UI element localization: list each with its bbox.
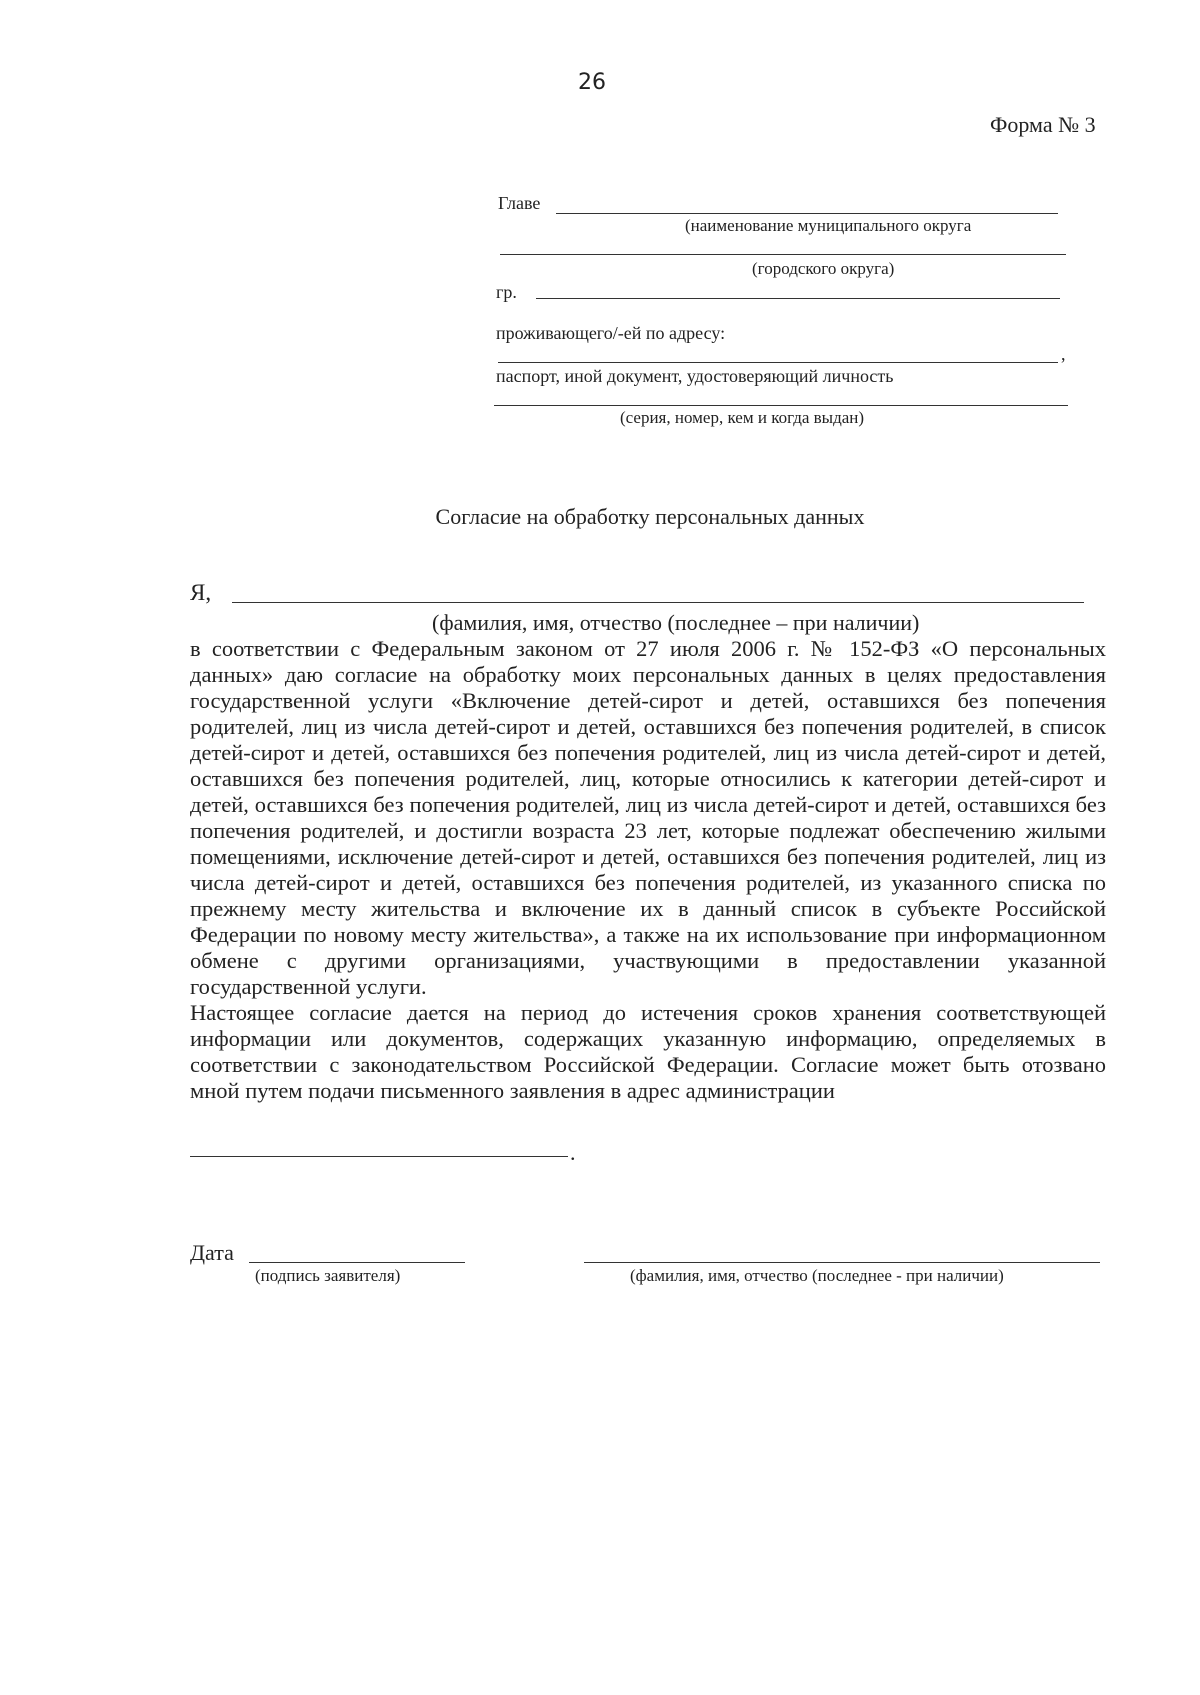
applicant-prefix: Я, xyxy=(190,580,212,605)
signature-line[interactable] xyxy=(249,1242,465,1263)
citizen-line[interactable] xyxy=(536,280,1060,299)
applicant-name-hint: (фамилия, имя, отчество (последнее – при наличии) xyxy=(432,610,920,635)
consent-paragraph-1: в соответствии с Федеральным законом от 27 июля 2006 г. № 152-ФЗ «О персональных данных» даю согласие на обработку моих персональных данных в целях предоставления государственной услуги «Включение детей-сирот и детей, оставшихся без попечения родителей, лиц из числа детей-сирот и детей, оставшихся без попечения родителей, в список детей-сирот и детей, оставшихся без попечения родителей, лиц из числа детей-сирот и детей, оставшихся без попечения родителей, лиц, которые относились к категории детей-сирот и детей, оставшихся без попечения родителей, лиц из числа детей-сирот и детей, оставшихся без попечения родителей, и достигли возраста 23 лет, которые подлежат обеспечению жилыми помещениями, исключение детей-сирот и детей, оставшихся без попечения родителей, лиц из числа детей-сирот и детей, оставшихся без попечения родителей, из указанного списка по прежнему месту жительства и включение их в данный список в субъекте Российской Федерации по новому месту жительства», а также на их использование при информационном обмене с другими организациями, участвующими в предоставлении указанной государственной услуги. xyxy=(190,636,1106,999)
passport-hint: (серия, номер, кем и когда выдан) xyxy=(620,408,865,427)
municipality-hint: (наименование муниципального округа xyxy=(685,216,972,235)
administration-end: . xyxy=(570,1140,576,1165)
citizen-label: гр. xyxy=(496,282,517,302)
date-label: Дата xyxy=(190,1240,234,1265)
municipality-hint-2: (городского округа) xyxy=(752,259,895,278)
to-label: Главе xyxy=(498,193,541,213)
consent-paragraph-2: Настоящее согласие дается на период до истечения сроков хранения соответствующей информации или документов, содержащих указанную информацию, определяемых в соответствии с законодательством Российской Федерации. Согласие может быть отозвано мной путем подачи письменного заявления в адрес администрации xyxy=(190,1000,1106,1103)
applicant-name-line[interactable] xyxy=(232,584,1084,603)
passport-line[interactable] xyxy=(494,387,1068,406)
signer-name-hint: (фамилия, имя, отчество (последнее - при наличии) xyxy=(630,1266,1004,1285)
page-number: 26 xyxy=(578,70,606,95)
municipality-line-2[interactable] xyxy=(500,236,1066,255)
consent-body xyxy=(190,636,1106,1104)
address-end: , xyxy=(1061,344,1066,364)
passport-label: паспорт, иной документ, удостоверяющий личность xyxy=(496,366,894,386)
municipality-line[interactable] xyxy=(556,195,1058,214)
signer-name-line[interactable] xyxy=(584,1242,1100,1263)
form-label: Форма № 3 xyxy=(990,112,1096,137)
signature-hint: (подпись заявителя) xyxy=(255,1266,401,1285)
address-label: проживающего/-ей по адресу: xyxy=(496,323,726,343)
address-line[interactable] xyxy=(498,344,1058,363)
administration-line[interactable] xyxy=(190,1138,568,1157)
document-title: Согласие на обработку персональных данных xyxy=(435,504,865,529)
